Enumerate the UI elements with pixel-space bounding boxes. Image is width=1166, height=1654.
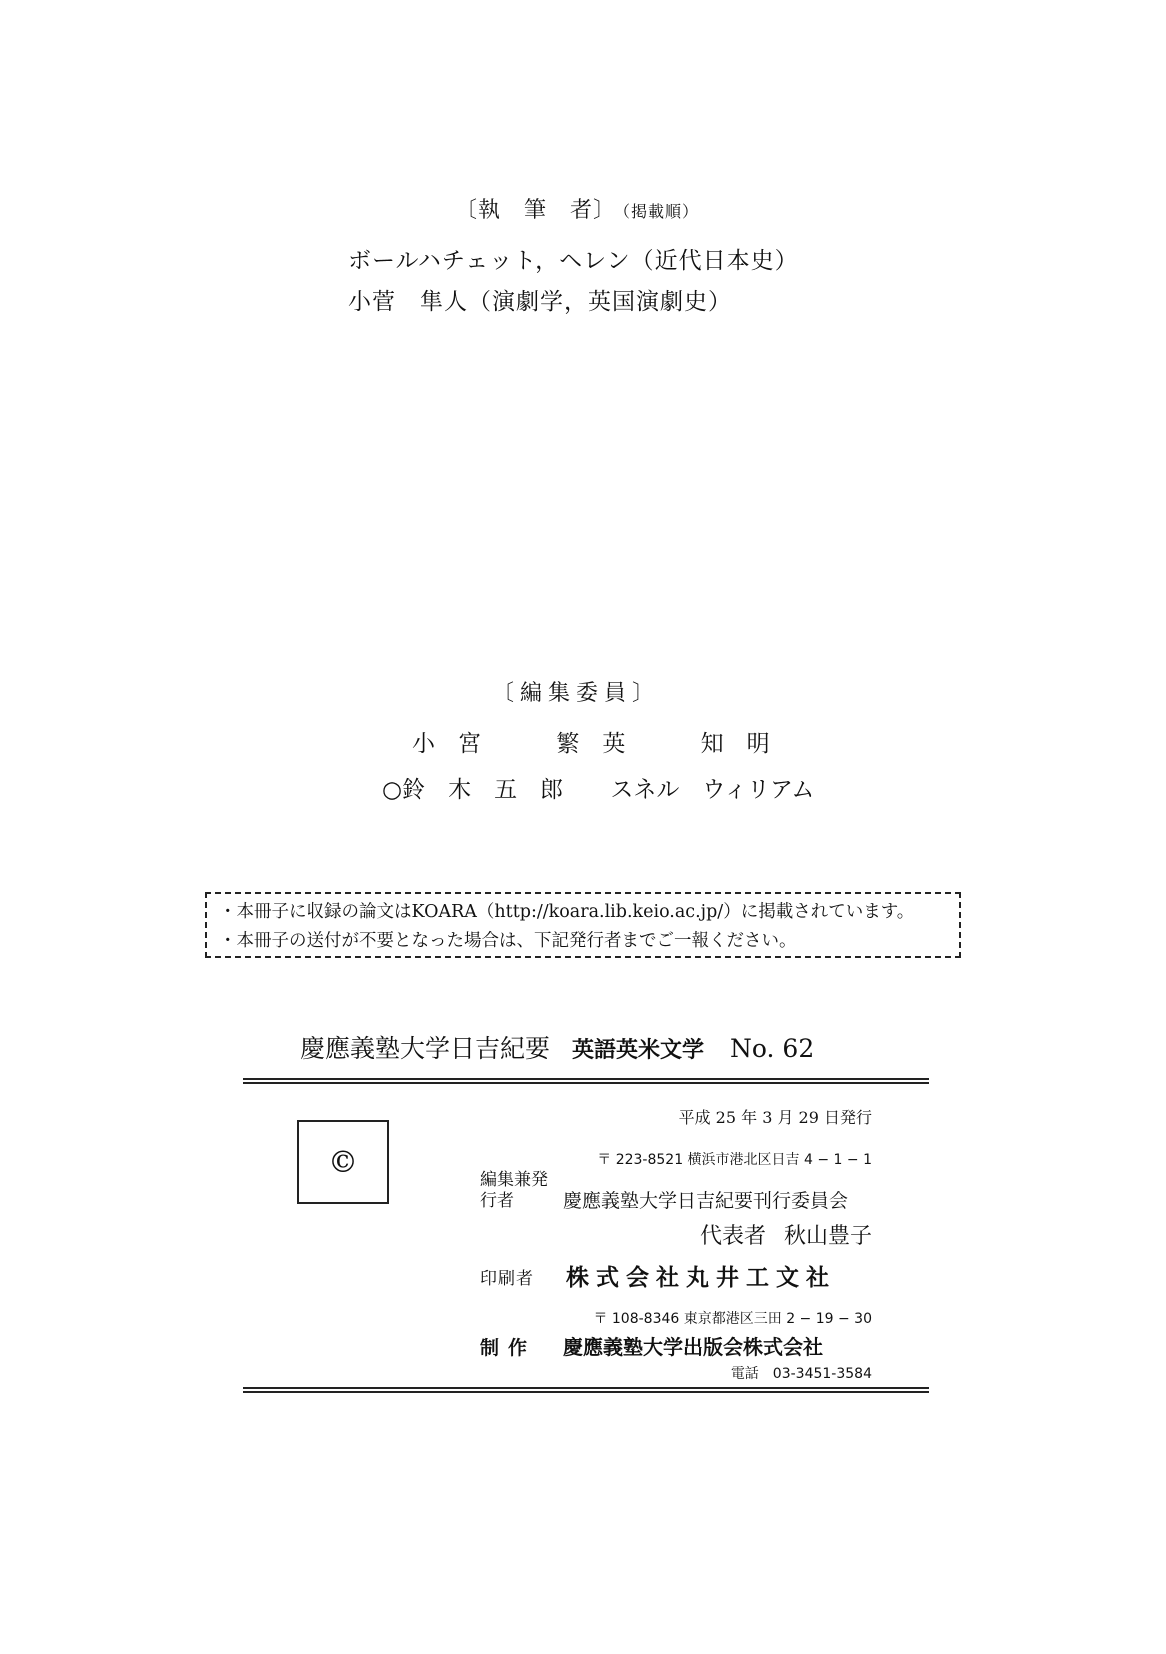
representative <box>700 1219 872 1250</box>
maker-address: 〒 108-8346 東京都港区三田 2 − 19 − 30 <box>593 1311 872 1327</box>
notice-line: ・本冊子の送付が不要となった場合は、下記発行者までご一報ください。 <box>219 931 797 951</box>
double-rule-top <box>243 1078 929 1084</box>
journal-name: 慶應義塾大学日吉紀要 <box>300 1034 551 1063</box>
authors-heading-text: 〔執 筆 者〕 <box>455 198 617 223</box>
journal-title <box>300 1029 814 1065</box>
copyright-box <box>297 1120 389 1204</box>
editor-name: 繁 英 <box>556 731 626 757</box>
notice-line: ・本冊子に収録の論文はKOARA（http://koara.lib.keio.ac.jp/）に掲載されています。 <box>219 902 915 922</box>
editor-name-chair: ○鈴 木 五 郎 <box>382 777 564 803</box>
notice-box <box>205 892 961 958</box>
journal-subtitle: 英語英米文学 <box>572 1038 705 1063</box>
maker-telephone: 電話 03-3451-3584 <box>730 1366 872 1382</box>
printer-label: 印刷者 <box>480 1269 534 1289</box>
editors-row-2 <box>382 771 814 804</box>
author-entry: 小菅 隼人（演劇学，英国演劇史） <box>348 289 732 315</box>
representative-label: 代表者 <box>699 1224 766 1249</box>
journal-number: No. 62 <box>730 1034 815 1063</box>
editor-name: 小 宮 <box>412 731 481 757</box>
representative-name: 秋山豊子 <box>783 1224 872 1249</box>
maker-label: 制作 <box>480 1337 537 1359</box>
editor-label: 編集兼発行者 <box>480 1170 548 1211</box>
publication-date: 平成 25 年 3 月 29 日発行 <box>678 1108 872 1127</box>
authors-order-note: （掲載順） <box>622 202 700 221</box>
authors-heading <box>455 193 699 224</box>
editor-name: 知 明 <box>700 731 770 757</box>
editor-address: 〒 223-8521 横浜市港北区日吉 4 − 1 − 1 <box>597 1152 872 1168</box>
editor-name: スネル ウィリアム <box>610 777 815 803</box>
editors-heading: 〔編集委員〕 <box>492 681 661 706</box>
copyright-icon: © <box>328 1144 358 1180</box>
printer-value: 株式会社丸井工文社 <box>566 1265 836 1291</box>
maker-value: 慶應義塾大学出版会株式会社 <box>563 1335 823 1359</box>
editors-row-1 <box>412 725 770 758</box>
author-entry: ボールハチェット，ヘレン（近代日本史） <box>348 248 799 274</box>
double-rule-bottom <box>243 1387 929 1393</box>
editor-value: 慶應義塾大学日吉紀要刊行委員会 <box>563 1190 849 1212</box>
